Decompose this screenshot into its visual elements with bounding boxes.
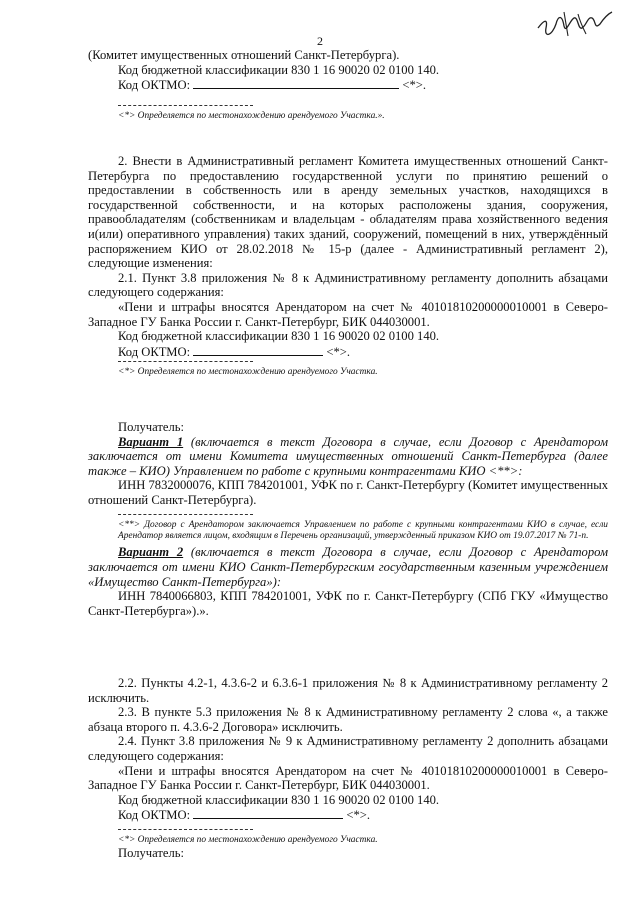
item-2-1-quote: «Пени и штрафы вносятся Арендатором на счет № 40101810200000010001 в Северо-Западное ГУ Банка России г. Санкт-Петербург, БИК 044030001. bbox=[88, 299, 608, 329]
top-footnote: <*> Определяется по местонахождению арендуемого Участка.». bbox=[118, 110, 385, 121]
variant-2-label: Вариант 2 bbox=[118, 545, 184, 560]
footnote-rule bbox=[118, 829, 253, 830]
top-oktmo: Код ОКТМО: <*>. bbox=[118, 78, 427, 93]
item-2-footnote: <*> Определяется по местонахождению арендуемого Участка. bbox=[118, 367, 378, 378]
variant-1-footnote: <**> Договор с Арендатором заключается Управлением по работе с крупными контрагентами КИО в случае, если Арендатор является лицом, входящим в Перечень организаций, утвержденный приказом КИО от 19.07.2017 № 71-п. bbox=[118, 519, 608, 541]
top-kbk: Код бюджетной классификации 830 1 16 90020 02 0100 140. bbox=[118, 62, 440, 77]
top-section bbox=[88, 48, 608, 122]
oktmo-blank bbox=[193, 344, 323, 356]
oktmo-blank bbox=[193, 807, 343, 819]
later-items-section bbox=[88, 676, 608, 861]
variant-1-label: Вариант 1 bbox=[118, 434, 184, 449]
item-2-oktmo: Код ОКТМО: <*>. bbox=[118, 344, 351, 359]
item-2-4-recipient: Получатель: bbox=[118, 846, 185, 861]
footnote-rule bbox=[118, 105, 253, 106]
item-2-section bbox=[88, 154, 608, 379]
recipient-label: Получатель: bbox=[118, 420, 185, 434]
variant-1-inn: ИНН 7832000076, КПП 784201001, УФК по г. Санкт-Петербургу (Комитет имущественных отношений Санкт-Петербурга). bbox=[88, 478, 608, 507]
footnote-rule bbox=[118, 361, 253, 362]
top-line: (Комитет имущественных отношений Санкт-Петербурга). bbox=[88, 48, 400, 62]
item-2-3: 2.3. В пункте 5.3 приложения № 8 к Административному регламенту 2 слова «, а также абзаца второго п. 4.3.6-2 Договора» исключить. bbox=[88, 705, 608, 734]
variant-1-text: (включается в текст Договора в случае, если Договор с Арендатором заключается от имени Комитета имущественных отношений Санкт-Петербурга (далее также – КИО) Управлением по работе с крупными контрагентами КИО <**>: bbox=[88, 434, 608, 478]
item-2-4: 2.4. Пункт 3.8 приложения № 9 к Административному регламенту 2 дополнить абзацами следующего содержания: bbox=[88, 734, 608, 763]
item-2-4-quote: «Пени и штрафы вносятся Арендатором на счет № 40101810200000010001 в Северо-Западное ГУ Банка России г. Санкт-Петербург, БИК 044030001. bbox=[88, 763, 608, 793]
variant-2-inn: ИНН 7840066803, КПП 784201001, УФК по г. Санкт-Петербургу (СПб ГКУ «Имущество Санкт-Петербурга»).». bbox=[88, 589, 608, 618]
item-2-4-kbk: Код бюджетной классификации 830 1 16 90020 02 0100 140. bbox=[118, 792, 440, 807]
variant-1 bbox=[88, 435, 608, 479]
variant-2 bbox=[88, 545, 608, 589]
item-2-1: 2.1. Пункт 3.8 приложения № 8 к Административному регламенту дополнить абзацами следующего содержания: bbox=[88, 270, 608, 300]
item-2-4-oktmo: Код ОКТМО: <*>. bbox=[118, 808, 371, 823]
recipient-section bbox=[88, 420, 608, 618]
item-2-kbk: Код бюджетной классификации 830 1 16 90020 02 0100 140. bbox=[118, 329, 440, 344]
item-2-2: 2.2. Пункты 4.2-1, 4.3.6-2 и 6.3.6-1 приложения № 8 к Административному регламенту 2 исключить. bbox=[88, 676, 608, 705]
page-number: 2 bbox=[317, 34, 323, 48]
footnote-rule bbox=[118, 514, 253, 515]
oktmo-blank bbox=[193, 77, 399, 89]
item-2-4-footnote: <*> Определяется по местонахождению арендуемого Участка. bbox=[118, 834, 378, 845]
variant-2-text: (включается в текст Договора в случае, если Договор с Арендатором заключается от имени КИО Санкт-Петербургским государственным казенным учреждением «Имущество Санкт-Петербурга»): bbox=[88, 545, 608, 589]
item-2-text: 2. Внести в Административный регламент Комитета имущественных отношений Санкт-Петербурга по предоставлению государственной услуги по принятию решений о предоставлении в собственность или в аренду земельных участков, находящихся в государственной собственности, и на которых расположены здания, сооружения, правообладателям (собственникам и владельцам - обладателям права хозяйственного ведения и(или) оперативного управления) таких зданий, сооружений, помещений в них, утверждённый распоряжением КИО от 28.02.2018 № 15-р (далее - Административный регламент 2), следующие изменения: bbox=[88, 154, 608, 271]
